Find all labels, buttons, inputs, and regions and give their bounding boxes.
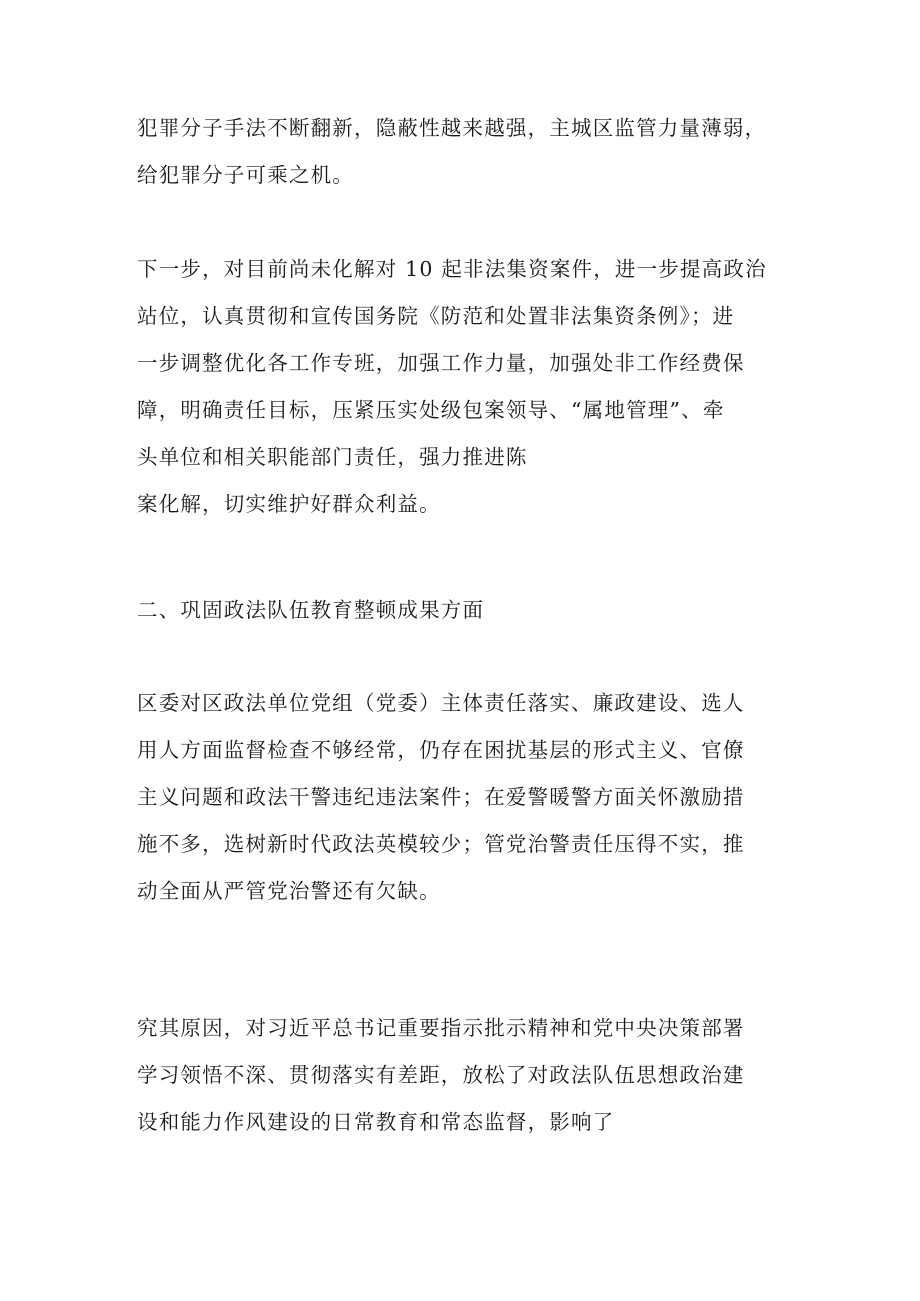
paragraph-crime-methods <box>137 105 797 199</box>
text-line: 给犯罪分子可乘之机。 <box>137 163 354 187</box>
text-line: 一步调整优化各工作专班，加强工作力量，加强处非工作经费保 <box>137 351 745 375</box>
text-line: 主义问题和政法干警违纪违法案件；在爱警暖警方面关怀激励措 <box>137 785 745 809</box>
text-line: 头单位和相关职能部门责任，强力推进陈 <box>137 445 528 469</box>
paragraph-next-steps <box>137 246 797 528</box>
text-line: 设和能力作风建设的日常教育和常态监督，影响了 <box>137 1110 615 1134</box>
text-line: 施不多，选树新时代政法英模较少；管党治警责任压得不实，推 <box>137 832 745 856</box>
text-line: 下一步，对目前尚未化解对 10 起非法集资案件，进一步提高政治 <box>137 257 767 281</box>
text-line: 用人方面监督检查不够经常，仍存在困扰基层的形式主义、官僚 <box>137 738 745 762</box>
text-line: 学习领悟不深、贯彻落实有差距，放松了对政法队伍思想政治建 <box>137 1063 745 1087</box>
text-line: 究其原因，对习近平总书记重要指示批示精神和党中央决策部署 <box>137 1016 745 1040</box>
paragraph-supervision-issues <box>137 680 797 915</box>
section-heading <box>137 587 797 634</box>
heading-line: 二、巩固政法队伍教育整顿成果方面 <box>137 598 485 622</box>
paragraph-root-causes <box>137 1005 797 1146</box>
text-line: 犯罪分子手法不断翻新，隐蔽性越来越强，主城区监管力量薄弱， <box>137 116 767 140</box>
text-line: 区委对区政法单位党组（党委）主体责任落实、廉政建设、选人 <box>137 691 745 715</box>
text-line: 站位，认真贯彻和宣传国务院《防范和处置非法集资条例》；进 <box>137 304 735 328</box>
text-line: 动全面从严管党治警还有欠缺。 <box>137 879 441 903</box>
text-line: 案化解，切实维护好群众利益。 <box>137 492 441 516</box>
text-line: 障，明确责任目标，压紧压实处级包案领导、“属地管理”、牵 <box>137 398 725 422</box>
